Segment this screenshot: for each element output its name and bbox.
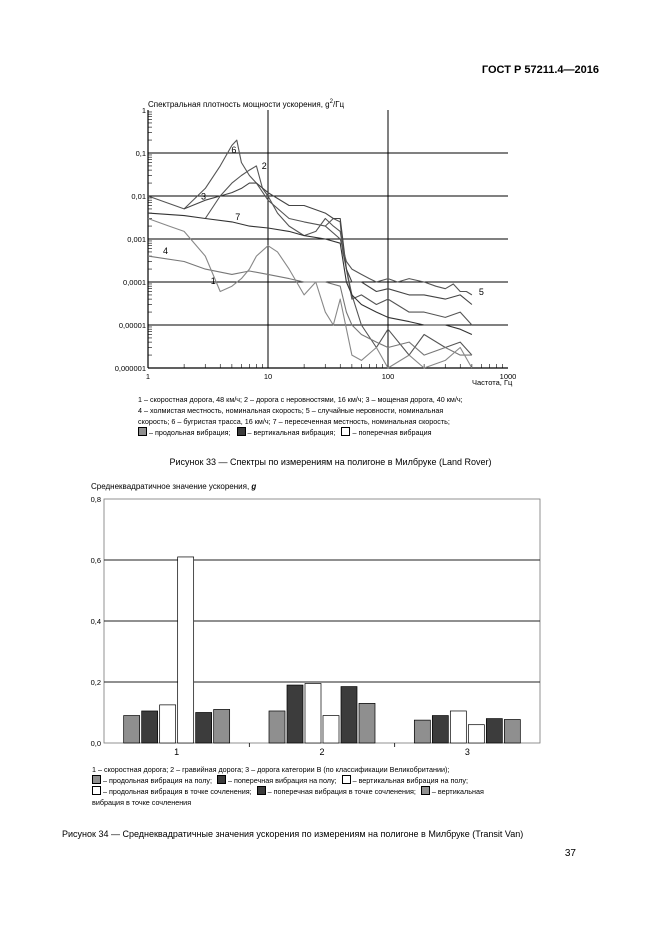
y-tick-label: 0,001: [127, 235, 146, 244]
figure-33-caption: Рисунок 33 — Спектры по измерениям на полигоне в Милбруке (Land Rover): [169, 457, 492, 467]
spectrum-tick-labels: [115, 106, 517, 381]
bar: [142, 711, 158, 743]
y-tick-label: 1: [141, 106, 146, 115]
rms-legend-keys-row: – продольная вибрация в точке сочленения; – поперечная вибрация в точке сочленения; – вертикальная: [92, 786, 484, 797]
series-line-2: [205, 166, 472, 325]
bar: [287, 685, 303, 743]
series-line-7: [148, 213, 472, 334]
bar: [269, 711, 285, 743]
y-tick-label: 0,4: [90, 617, 101, 626]
y-tick-label: 0,0: [90, 739, 101, 748]
bar: [196, 713, 212, 744]
bar: [323, 716, 339, 743]
swatch-joint-longitudinal: [92, 786, 101, 795]
rms-bar-chart: [0, 475, 661, 765]
y-tick-label: 0,0001: [123, 278, 146, 287]
rms-legend-keys-row: – продольная вибрация на полу; – поперечная вибрация на полу; – вертикальная вибрация на полу;: [92, 775, 484, 786]
page-number: 37: [564, 848, 576, 859]
curve-label: 1: [210, 275, 216, 286]
bar: [214, 709, 230, 743]
spectrum-series: [148, 140, 472, 368]
x-category-label: 2: [319, 747, 325, 757]
x-tick-label: 10: [263, 372, 273, 381]
curve-label: 4: [163, 245, 169, 256]
swatch-joint-vertical: [421, 786, 430, 795]
x-tick-label: 100: [381, 372, 395, 381]
bar: [468, 725, 484, 743]
document-number: ГОСТ Р 57211.4—2016: [481, 64, 599, 76]
rms-legend: [92, 764, 484, 808]
bar: [341, 687, 357, 743]
rms-legend-keys-row: вибрация в точке сочленения: [92, 798, 192, 807]
series-line-4: [148, 256, 472, 355]
y-tick-label: 0,01: [131, 192, 146, 201]
swatch-longitudinal: [138, 427, 147, 436]
rms-y-label: Среднеквадратичное значение ускорения, g: [91, 482, 257, 491]
rms-bars: [124, 557, 521, 743]
spectrum-y-label: Спектральная плотность мощности ускорения, $g^2/Гц$: [148, 99, 345, 109]
curve-label: 5: [478, 286, 484, 297]
curve-label: 3: [200, 191, 206, 202]
bar: [305, 684, 321, 743]
curve-label: 7: [235, 211, 241, 222]
y-tick-label: 0,1: [135, 149, 146, 158]
bar: [124, 716, 140, 743]
x-category-label: 1: [174, 747, 180, 757]
bar: [359, 703, 375, 743]
series-line-1: [148, 219, 472, 369]
figure-34-caption: Рисунок 34 — Среднеквадратичные значения ускорения по измерениям на полигоне в Милбруке (Transit Van): [62, 829, 524, 839]
spectrum-grid: [148, 110, 508, 368]
y-tick-label: 0,2: [90, 678, 101, 687]
series-line-3: [184, 183, 472, 304]
x-tick-label: 1000: [499, 372, 517, 381]
y-tick-label: 0,6: [90, 556, 101, 565]
bar: [450, 711, 466, 743]
curve-label: 2: [261, 161, 267, 172]
y-tick-label: 0,8: [90, 495, 101, 504]
bar: [414, 720, 430, 743]
bar: [504, 720, 520, 743]
x-category-label: 3: [464, 747, 470, 757]
spectrum-legend-line: 4 – холмистая местность, номинальная скорость; 5 – случайные неровности, номинальная: [138, 406, 444, 415]
rms-legend-intro: 1 – скоростная дорога; 2 – гравийная дорога; 3 – дорога категории B (по классификации Великобритании);: [92, 765, 450, 774]
spectrum-legend-line: 1 – скоростная дорога, 48 км/ч; 2 – дорога с неровностями, 16 км/ч; 3 – мощеная дорога, 40 км/ч;: [138, 395, 463, 404]
curve-label: 6: [231, 145, 237, 155]
x-tick-label: 1: [145, 372, 151, 381]
swatch-transverse: [341, 427, 350, 436]
swatch-floor-vertical: [342, 775, 351, 784]
spectrum-x-label: Частота, Гц: [472, 378, 513, 387]
bar: [178, 557, 194, 743]
bar: [432, 716, 448, 743]
bar: [486, 719, 502, 743]
swatch-vertical: [237, 427, 246, 436]
swatch-floor-transverse: [217, 775, 226, 784]
swatch-joint-transverse: [257, 786, 266, 795]
series-line-6: [148, 140, 472, 355]
bar: [160, 705, 176, 743]
spectrum-legend: [138, 394, 463, 438]
y-tick-label: 0,000001: [114, 364, 146, 373]
spectrum-legend-line: скорость; 6 – бугристая трасса, 16 км/ч; 7 – пересеченная местность, номинальная скорость;: [138, 417, 450, 426]
y-tick-label: 0,00001: [118, 321, 146, 330]
spectrum-legend-keys: – продольная вибрация; – вертикальная вибрация; – поперечная вибрация: [138, 427, 463, 438]
swatch-floor-longitudinal: [92, 775, 101, 784]
